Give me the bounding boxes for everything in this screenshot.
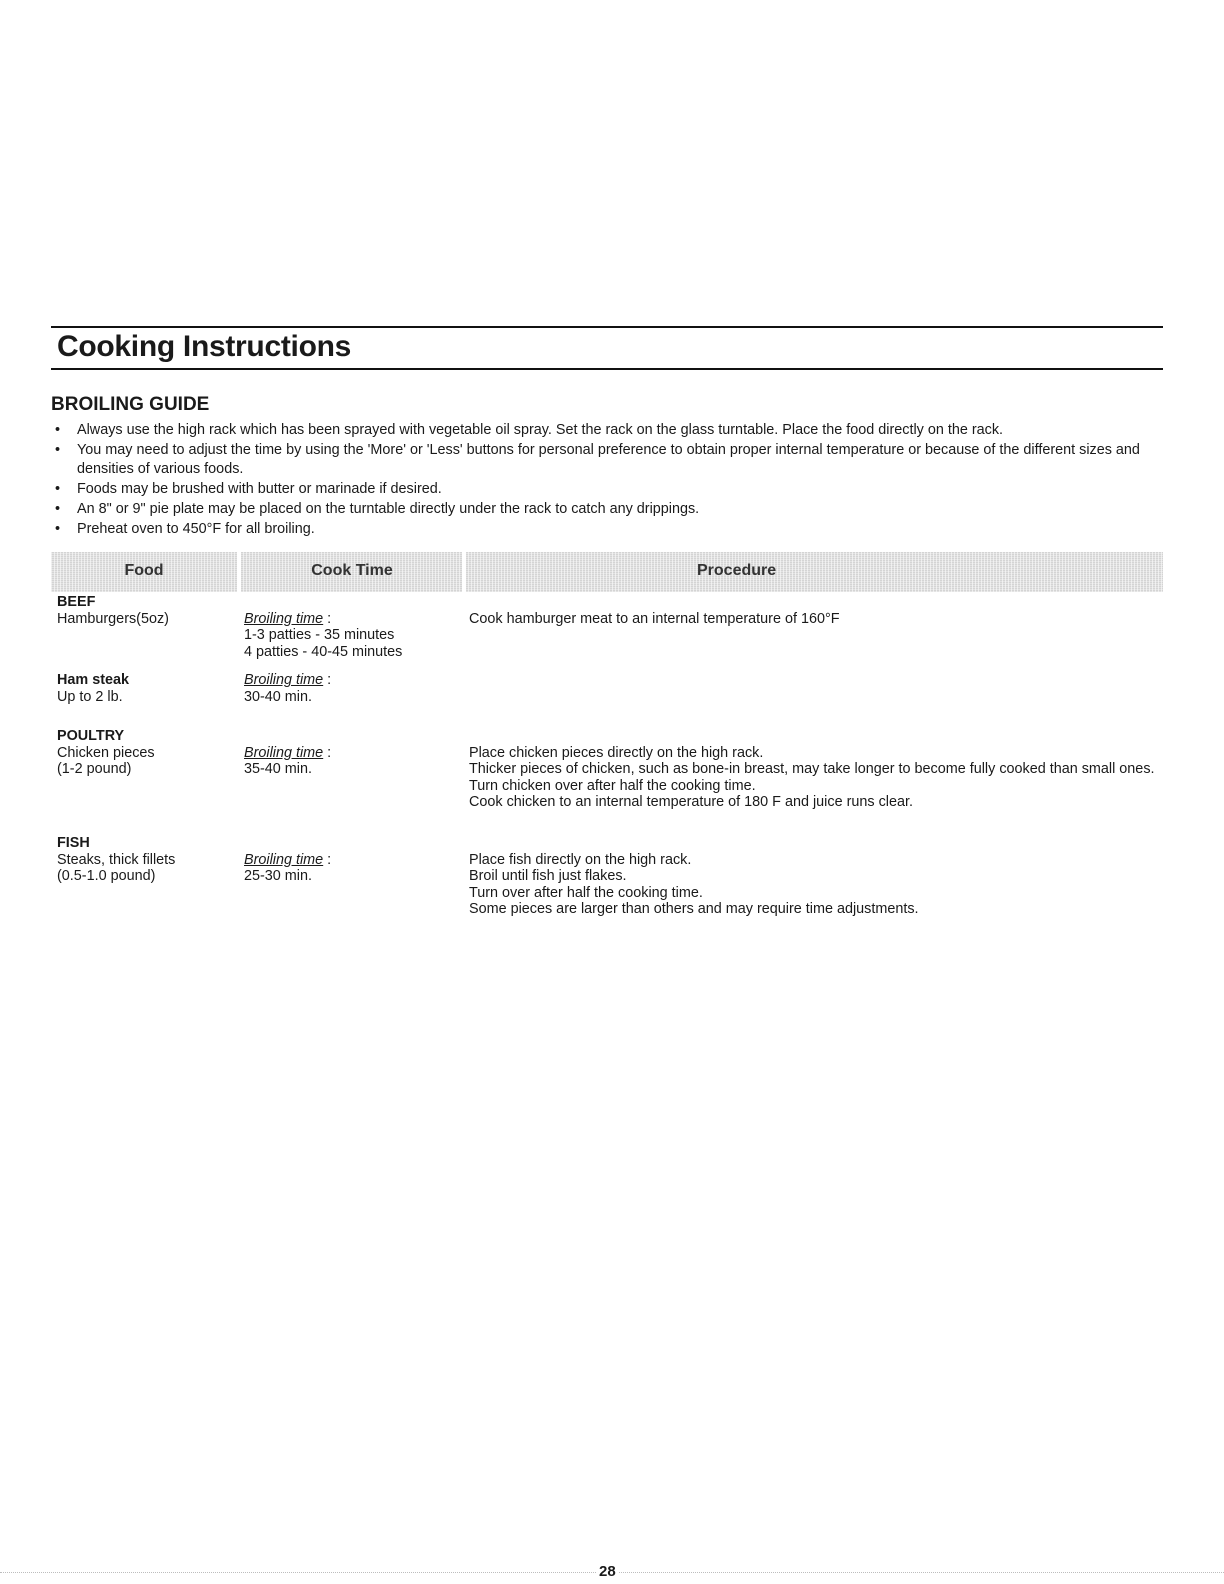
food-cell — [57, 594, 237, 627]
food-category: POULTRY — [57, 728, 125, 744]
cook-time-value: 35-40 min. — [244, 761, 312, 777]
procedure-step: Cook hamburger meat to an internal temperature of 160°F — [469, 610, 840, 627]
bullet-item: • An 8" or 9" pie plate may be placed on the turntable directly under the rack to catch any drippings. — [55, 501, 700, 517]
procedure-step: Turn over after half the cooking time. — [469, 884, 703, 901]
cook-time-cell: Broiling time : 25-30 min. — [244, 852, 464, 885]
food-item: Up to 2 lb. — [57, 688, 123, 705]
cook-time-value: 25-30 min. — [244, 868, 312, 884]
cook-time-label: Broiling time — [244, 744, 324, 761]
procedure-step: Place fish directly on the high rack. — [469, 851, 692, 868]
instruction-bullets — [51, 421, 1163, 540]
cook-time-value: 1-3 patties - 35 minutes — [244, 627, 395, 643]
bullet-item: • You may need to adjust the time by using the 'More' or 'Less' buttons for personal preference to obtain proper internal temperature or because of the different sizes and densities of various foods. — [55, 442, 1140, 477]
bullet-icon: • — [55, 422, 61, 438]
procedure-cell — [469, 611, 1159, 628]
table-header — [51, 552, 1163, 592]
food-cell — [57, 835, 237, 885]
page-title: Cooking Instructions — [57, 330, 352, 363]
column-header-cook-time: Cook Time — [311, 562, 393, 579]
bullet-item: • Preheat oven to 450°F for all broiling. — [55, 521, 315, 537]
cook-time-label: Broiling time — [244, 610, 324, 627]
bullet-icon: • — [55, 501, 61, 517]
section-title: BROILING GUIDE — [51, 394, 210, 415]
column-header-food: Food — [124, 562, 164, 579]
food-weight: (1-2 pound) — [57, 761, 132, 777]
food-category: Ham steak — [57, 672, 129, 688]
bullet-icon: • — [55, 521, 61, 537]
bullet-icon: • — [55, 481, 61, 497]
procedure-step: Thicker pieces of chicken, such as bone-in breast, may take longer to become fully cooked than small ones. — [469, 761, 1155, 777]
page-number: 28 — [596, 1563, 619, 1581]
food-category: BEEF — [57, 594, 96, 610]
column-divider — [462, 552, 466, 592]
procedure-step: Some pieces are larger than others and may require time adjustments. — [469, 901, 919, 917]
bullet-item: • Foods may be brushed with butter or marinade if desired. — [55, 481, 442, 497]
cook-time-value: 30-40 min. — [244, 688, 312, 705]
bullet-icon: • — [55, 442, 61, 458]
cook-time-label: Broiling time — [244, 851, 324, 868]
food-item: Steaks, thick fillets — [57, 851, 176, 868]
bullet-item: • Always use the high rack which has been sprayed with vegetable oil spray. Set the rack on the glass turntable. Place the food directly on the rack. — [55, 422, 1004, 438]
food-cell — [57, 672, 237, 705]
cook-time-cell: Broiling time : 35-40 min. — [244, 745, 464, 778]
procedure-step: Place chicken pieces directly on the high rack. — [469, 744, 764, 761]
procedure-step: Broil until fish just flakes. — [469, 868, 627, 884]
food-category: FISH — [57, 835, 90, 851]
procedure-step: Turn chicken over after half the cooking time. — [469, 777, 756, 794]
cook-time-cell: Broiling time : 1-3 patties - 35 minutes 4 patties - 40-45 minutes — [244, 611, 464, 661]
cook-time-cell: Broiling time : 30-40 min. — [244, 672, 464, 705]
food-item: Hamburgers(5oz) — [57, 610, 169, 627]
column-header-procedure: Procedure — [697, 562, 777, 579]
procedure-cell — [469, 852, 1159, 918]
food-weight: (0.5-1.0 pound) — [57, 868, 156, 884]
food-item: Chicken pieces — [57, 744, 155, 761]
title-rule-bottom — [51, 368, 1163, 370]
column-divider — [237, 552, 241, 592]
procedure-cell — [469, 745, 1159, 811]
cook-time-label: Broiling time — [244, 672, 324, 688]
food-cell — [57, 728, 237, 778]
procedure-step: Cook chicken to an internal temperature of 180 F and juice runs clear. — [469, 794, 913, 810]
cook-time-value: 4 patties - 40-45 minutes — [244, 643, 403, 660]
